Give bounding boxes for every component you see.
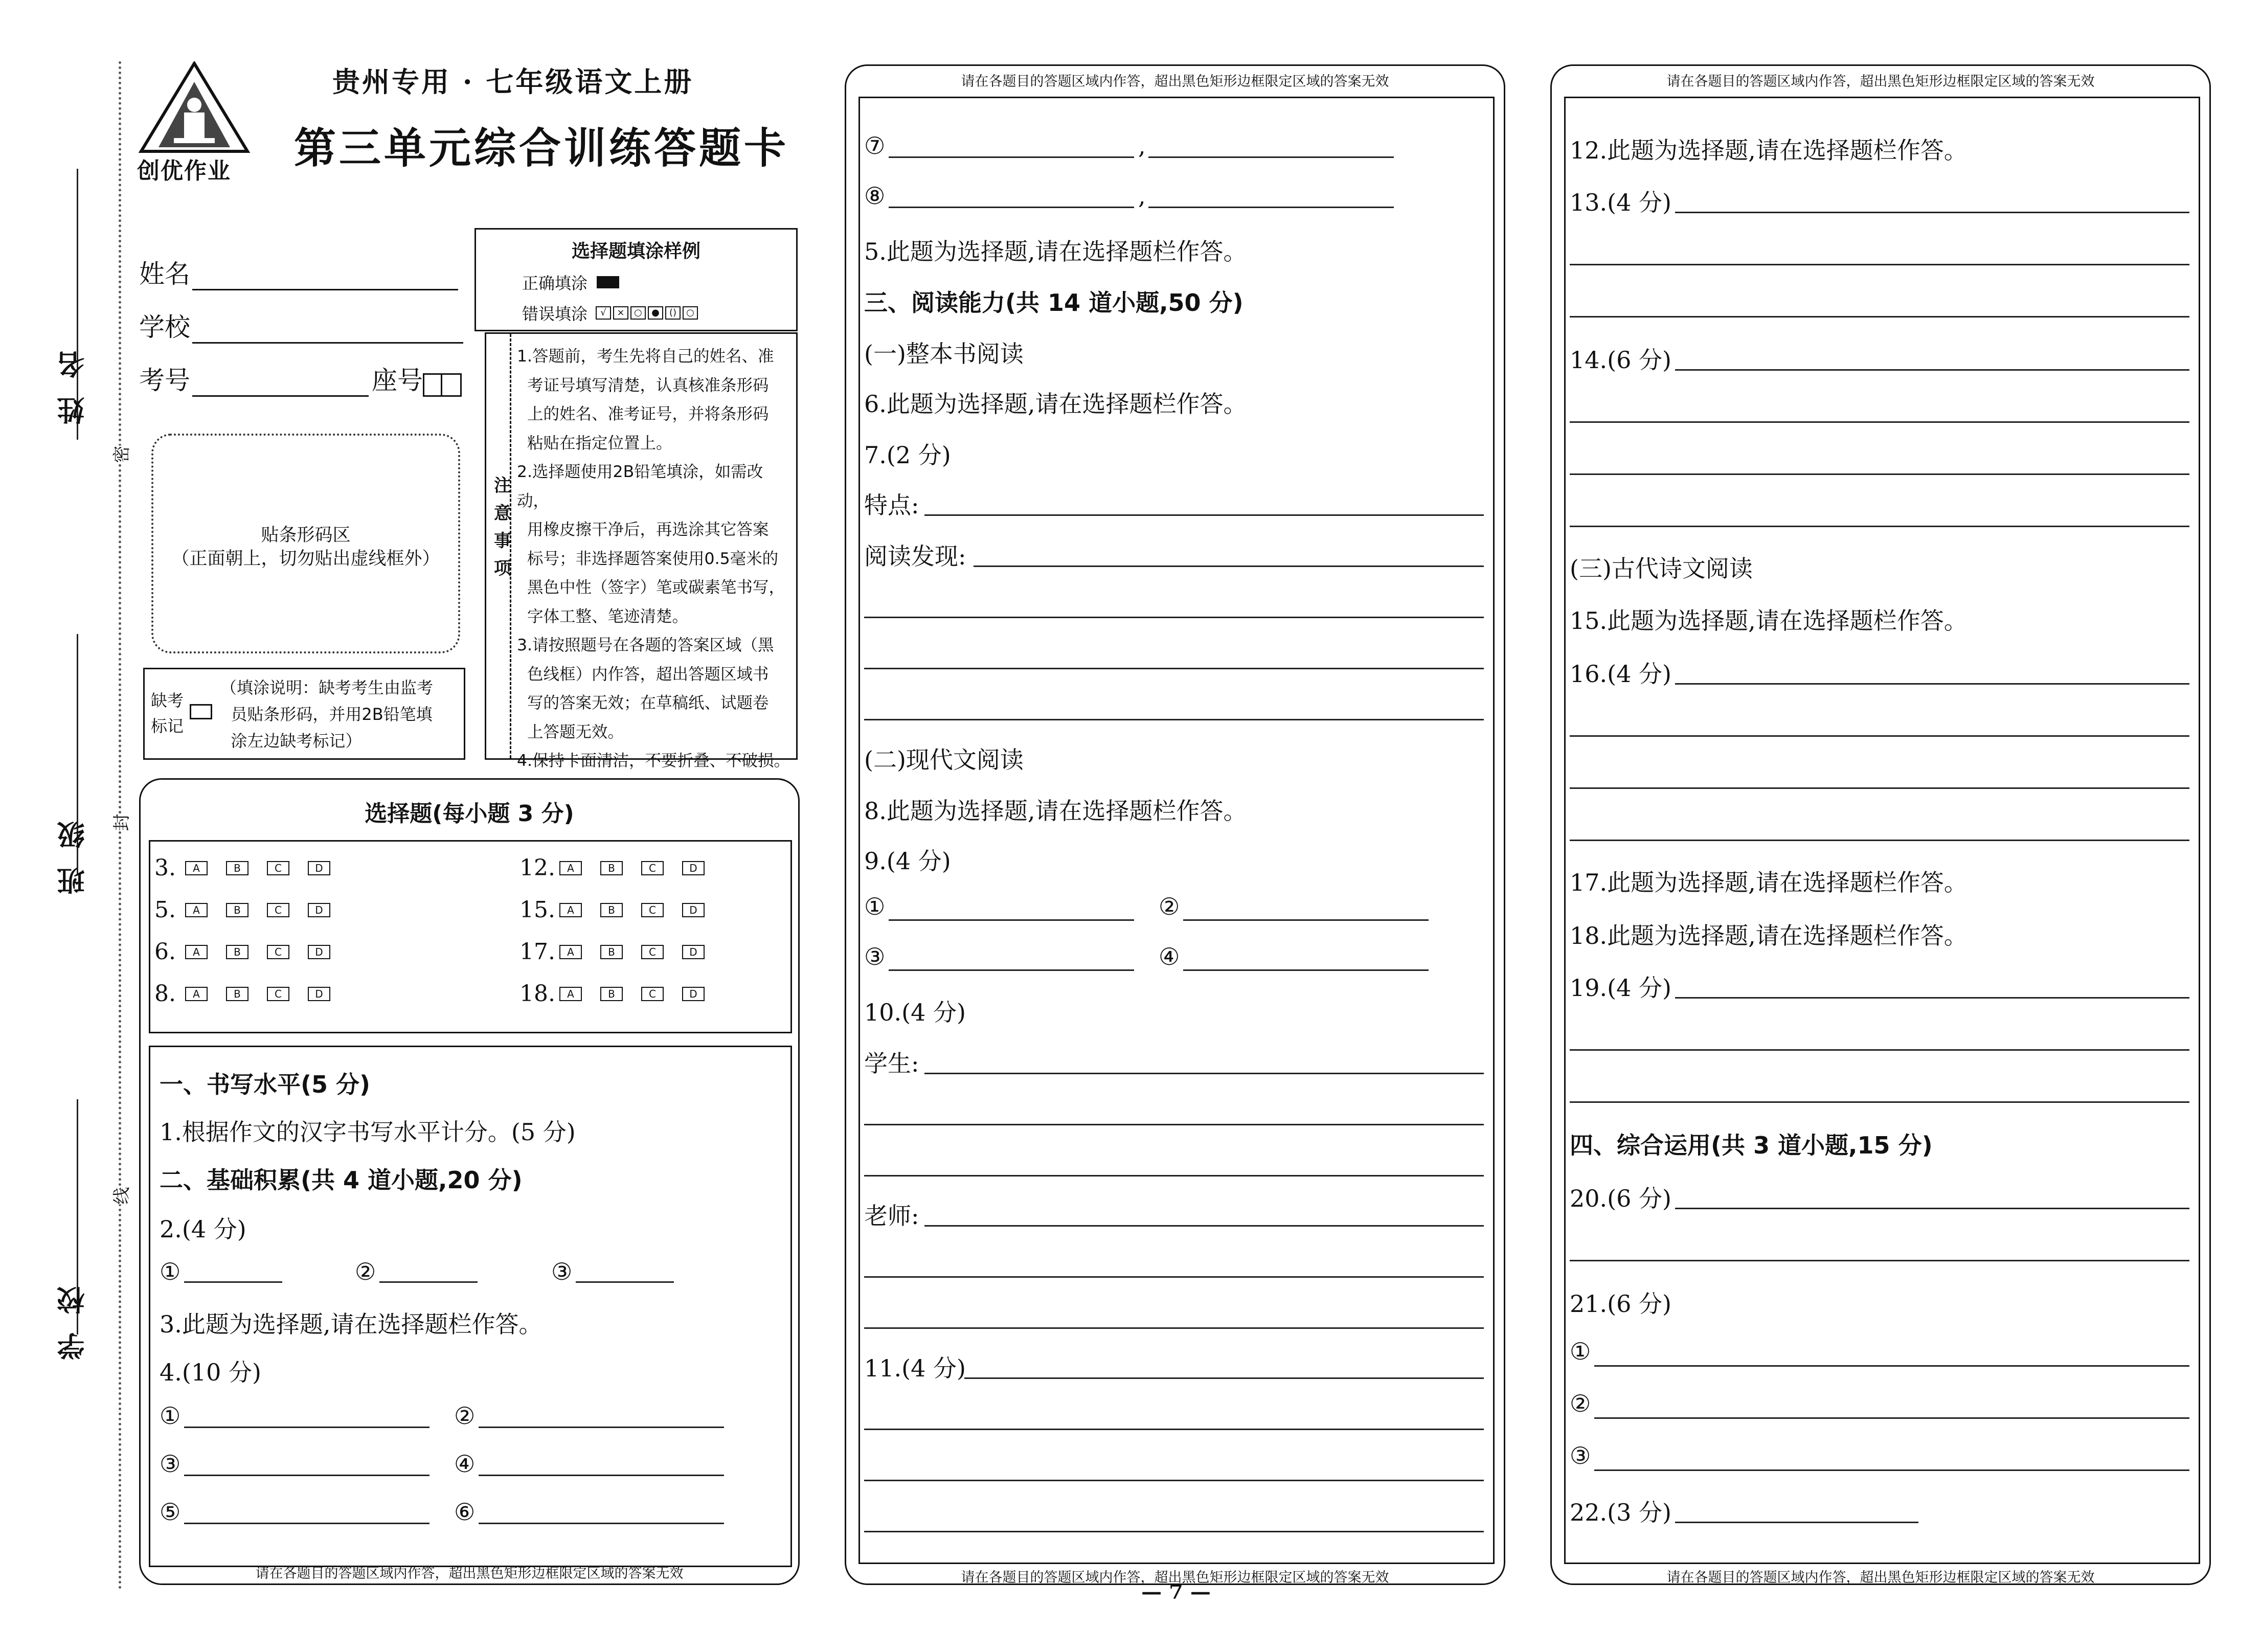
mc-option-bubble[interactable]: A <box>559 945 582 959</box>
question-14: 14.(6 分) <box>1570 346 1671 374</box>
logo-text: 创优作业 <box>137 158 231 184</box>
mc-option-bubble[interactable]: D <box>682 903 705 917</box>
question-17: 17.此题为选择题,请在选择题栏作答。 <box>1570 869 1968 896</box>
wrong-mark-paren-icon: () <box>665 306 681 320</box>
page-number: — 7 — <box>1141 1580 1211 1604</box>
school-label: 学校 <box>139 312 190 342</box>
q11-line[interactable] <box>964 1377 1484 1379</box>
q11-line[interactable] <box>864 1531 1484 1532</box>
filled-mark-icon <box>597 276 619 288</box>
wrong-fill-label: 错误填涂 <box>522 304 588 324</box>
fill-example-title: 选择题填涂样例 <box>571 241 700 262</box>
q2-item-3: ③ <box>551 1258 573 1285</box>
question-12: 12.此题为选择题,请在选择题栏作答。 <box>1570 137 1968 164</box>
question-1: 1.根据作文的汉字书写水平计分。(5 分) <box>160 1118 576 1146</box>
question-18: 18.此题为选择题,请在选择题栏作答。 <box>1570 922 1968 949</box>
mc-option-bubble[interactable]: B <box>600 903 623 917</box>
q4-item-3: ③ <box>160 1450 181 1478</box>
question-10: 10.(4 分) <box>864 999 966 1026</box>
page-title: 第三单元综合训练答题卡 <box>294 124 789 173</box>
mc-option-bubble[interactable]: B <box>226 903 248 917</box>
q19-line[interactable] <box>1570 1049 2189 1051</box>
mc-option-bubble[interactable]: D <box>308 903 330 917</box>
mc-option-bubble[interactable]: C <box>641 903 664 917</box>
fill-example-box <box>474 228 798 331</box>
q21-blank-3[interactable] <box>1594 1469 2189 1471</box>
mc-option-bubble[interactable]: C <box>267 987 289 1001</box>
q7-line[interactable] <box>864 617 1484 618</box>
mc-question-number: 3. <box>154 855 176 881</box>
question-11: 11.(4 分) <box>864 1354 966 1382</box>
mc-question-number: 18. <box>519 981 555 1007</box>
q21-item-1: ① <box>1570 1338 1591 1365</box>
q7-discovery-line[interactable] <box>974 565 1484 567</box>
q10-line[interactable] <box>864 1327 1484 1329</box>
mc-option-bubble[interactable]: C <box>267 945 289 959</box>
q9-blank-3[interactable] <box>889 969 1134 971</box>
q10-line[interactable] <box>864 1124 1484 1125</box>
q9-item-3: ③ <box>864 943 886 970</box>
mc-option-bubble[interactable]: D <box>682 987 705 1001</box>
q10-student-label: 学生: <box>864 1050 919 1077</box>
q14-line[interactable] <box>1570 473 2189 475</box>
q21-blank-1[interactable] <box>1594 1365 2189 1367</box>
wrong-mark-circle-icon: ○ <box>630 306 646 320</box>
question-13: 13.(4 分) <box>1570 189 1671 216</box>
mc-option-bubble[interactable]: A <box>185 987 208 1001</box>
mc-question-row <box>145 981 349 1007</box>
q16-line[interactable] <box>1570 840 2189 841</box>
mc-option-bubble[interactable]: B <box>600 861 623 875</box>
panel-note: 请在各题目的答题区域内作答，超出黑色矩形边框限定区域的答案无效 <box>255 1566 684 1581</box>
q4-item-5: ⑤ <box>160 1498 181 1526</box>
correct-fill-row <box>522 270 619 294</box>
mc-option-bubble[interactable]: A <box>559 903 582 917</box>
notes-label-char: 注 <box>494 476 511 496</box>
q4-item-7: ⑦ <box>864 132 886 160</box>
q4-blank-5[interactable] <box>184 1523 429 1524</box>
q7-feature-line[interactable] <box>924 514 1484 516</box>
mc-option-bubble[interactable]: D <box>308 987 330 1001</box>
mc-question-row <box>519 939 723 965</box>
mc-option-bubble[interactable]: C <box>641 987 664 1001</box>
margin-label-name: 姓名 <box>57 332 89 424</box>
q20-line[interactable] <box>1570 1260 2189 1261</box>
q9-item-1: ① <box>864 893 886 920</box>
mc-option-bubble[interactable]: A <box>559 861 582 875</box>
mc-option-bubble[interactable]: D <box>308 861 330 875</box>
answer-panel-3 <box>1550 64 2211 1585</box>
q4-blank-7[interactable] <box>889 156 1134 158</box>
q7-discovery-label: 阅读发现: <box>864 542 966 570</box>
school-input-line[interactable] <box>192 318 463 344</box>
absent-label <box>151 688 184 739</box>
q4-item-2: ② <box>454 1402 476 1430</box>
q10-line[interactable] <box>864 1175 1484 1176</box>
wrong-mark-check-icon: √ <box>596 306 611 320</box>
question-3: 3.此题为选择题,请在选择题栏作答。 <box>160 1310 542 1338</box>
subsection-2: (二)现代文阅读 <box>864 746 1024 774</box>
q4-blank-3[interactable] <box>184 1475 429 1476</box>
q4-blank-8b[interactable] <box>1148 207 1394 208</box>
seat-box[interactable] <box>442 373 462 397</box>
subsection-1: (一)整本书阅读 <box>864 340 1024 368</box>
mc-option-bubble[interactable]: B <box>226 987 248 1001</box>
mc-option-bubble[interactable]: A <box>185 945 208 959</box>
section-3-title: 三、阅读能力(共 14 道小题,50 分) <box>864 289 1243 316</box>
q16-line[interactable] <box>1570 735 2189 737</box>
school-field[interactable] <box>139 307 463 344</box>
section-1-title: 一、书写水平(5 分) <box>160 1071 371 1098</box>
section-4-title: 四、综合运用(共 3 道小题,15 分) <box>1570 1131 1933 1159</box>
notes-text: 1.答题前，考生先将自己的姓名、准 考证号填写清楚，认真核准条形码 上的姓名、准考证号，并将条形码 粘贴在指定位置上。 2.选择题使用2B铅笔填涂，如需改动， 用橡皮擦干净后，再选涂其它答案 标号；非选择题答案使用0.5毫米的 黑色中性（签字）笔或碳素笔书写， 字体工整、笔迹清楚。 3.请按照题号在各题的答案区域（黑 色线框）内作答，超出答题区域书 写的答案无效；在草稿纸、试题卷 上答题无效。 4.保持卡面清洁，不要折叠、不破损。 <box>517 347 790 770</box>
q4-blank-8[interactable] <box>889 207 1134 208</box>
mc-option-bubble[interactable]: C <box>641 945 664 959</box>
q19-line[interactable] <box>1675 997 2189 999</box>
panel-note: 请在各题目的答题区域内作答，超出黑色矩形边框限定区域的答案无效 <box>961 74 1389 89</box>
mc-question-row <box>145 855 349 881</box>
question-22: 22.(3 分) <box>1570 1499 1671 1526</box>
correct-fill-label: 正确填涂 <box>522 274 588 293</box>
exam-no-input-line[interactable] <box>192 371 369 397</box>
q21-blank-2[interactable] <box>1594 1417 2189 1419</box>
mc-option-bubble[interactable]: B <box>600 945 623 959</box>
mc-option-bubble[interactable]: B <box>600 987 623 1001</box>
mc-option-bubble[interactable]: C <box>641 861 664 875</box>
notes-box <box>485 332 798 770</box>
absent-instructions: （填涂说明：缺考考生由监考 员贴条形码，并用2B铅笔填 涂左边缺考标记） <box>220 678 434 751</box>
question-19: 19.(4 分) <box>1570 974 1671 1002</box>
q2-item-2: ② <box>355 1258 376 1285</box>
notes-label <box>493 472 512 582</box>
q2-blank-2[interactable] <box>379 1281 478 1283</box>
notes-label-char: 事 <box>494 531 511 551</box>
q20-line[interactable] <box>1675 1208 2189 1209</box>
q16-line[interactable] <box>1675 683 2189 685</box>
question-4: 4.(10 分) <box>160 1359 261 1386</box>
q14-line[interactable] <box>1675 369 2189 371</box>
logo <box>138 61 251 184</box>
q7-line[interactable] <box>864 668 1484 669</box>
seal-char-xian: 线 <box>106 1187 135 1205</box>
mc-option-bubble[interactable]: C <box>267 903 289 917</box>
name-label: 姓名 <box>139 259 190 289</box>
mc-option-bubble[interactable]: B <box>226 945 248 959</box>
notes-label-char: 项 <box>494 558 511 579</box>
margin-label-class: 班级 <box>57 803 89 895</box>
q2-blank-3[interactable] <box>576 1281 674 1283</box>
wrong-fill-row <box>522 301 698 325</box>
q2-item-1: ① <box>160 1258 181 1285</box>
q21-item-3: ③ <box>1570 1442 1591 1469</box>
mc-question-row <box>519 981 723 1007</box>
q4-blank-6[interactable] <box>479 1523 724 1524</box>
q4-blank-7b[interactable] <box>1148 156 1394 158</box>
q2-blank-1[interactable] <box>184 1281 282 1283</box>
question-9: 9.(4 分) <box>864 847 951 875</box>
q10-student-line[interactable] <box>924 1073 1484 1074</box>
mc-option-bubble[interactable]: D <box>308 945 330 959</box>
q13-line[interactable] <box>1675 212 2189 213</box>
q21-item-2: ② <box>1570 1390 1591 1417</box>
q4-item-1: ① <box>160 1402 181 1430</box>
mc-title: 选择题(每小题 3 分) <box>365 801 574 827</box>
comma: , <box>1138 182 1146 210</box>
seal-char-mi: 密 <box>106 446 135 463</box>
subsection-3: (三)古代诗文阅读 <box>1570 555 1753 582</box>
margin-label-school: 学校 <box>57 1268 89 1360</box>
q11-line[interactable] <box>864 1480 1484 1481</box>
question-16: 16.(4 分) <box>1570 660 1671 688</box>
q4-blank-1[interactable] <box>184 1427 429 1428</box>
mc-question-number: 5. <box>154 897 176 923</box>
panel-note: 请在各题目的答题区域内作答，超出黑色矩形边框限定区域的答案无效 <box>961 1570 1389 1586</box>
q9-blank-1[interactable] <box>889 919 1134 921</box>
q19-line[interactable] <box>1570 1101 2189 1103</box>
mc-question-row <box>519 897 723 923</box>
q4-item-6: ⑥ <box>454 1498 476 1526</box>
absent-box <box>143 668 465 760</box>
question-8: 8.此题为选择题,请在选择题栏作答。 <box>864 797 1247 825</box>
q9-item-2: ② <box>1159 893 1180 920</box>
name-input-line[interactable] <box>192 265 458 290</box>
wrong-mark-cross-icon: × <box>613 306 628 320</box>
question-2: 2.(4 分) <box>160 1215 246 1243</box>
mc-question-number: 12. <box>519 855 555 881</box>
absent-label-line: 缺考 <box>151 691 184 710</box>
comma: , <box>1138 132 1146 160</box>
mc-question-number: 17. <box>519 939 555 965</box>
mc-option-bubble[interactable]: A <box>185 861 208 875</box>
q4-item-8: ⑧ <box>864 182 886 210</box>
mc-question-number: 6. <box>154 939 176 965</box>
q14-line[interactable] <box>1570 421 2189 423</box>
q4-blank-4[interactable] <box>479 1475 724 1476</box>
question-6: 6.此题为选择题,请在选择题栏作答。 <box>864 390 1247 418</box>
name-field[interactable] <box>139 254 458 290</box>
mc-question-number: 15. <box>519 897 555 923</box>
section-2-title: 二、基础积累(共 4 道小题,20 分) <box>160 1166 523 1194</box>
subtitle: 贵州专用 · 七年级语文上册 <box>332 65 694 98</box>
exam-no-label: 考号 <box>139 366 190 395</box>
barcode-area <box>151 434 460 653</box>
exam-no-field[interactable] <box>139 360 462 397</box>
q11-line[interactable] <box>864 1429 1484 1430</box>
q4-blank-2[interactable] <box>479 1427 724 1428</box>
absent-mark-box[interactable] <box>190 704 212 719</box>
mc-question-row <box>519 855 723 881</box>
mc-option-bubble[interactable]: D <box>682 861 705 875</box>
seat-label: 座号 <box>372 366 423 395</box>
wrong-mark-dot-icon: ● <box>648 306 663 320</box>
question-7: 7.(2 分) <box>864 441 951 469</box>
mc-question-row <box>145 897 349 923</box>
q13-line[interactable] <box>1570 264 2189 265</box>
question-15: 15.此题为选择题,请在选择题栏作答。 <box>1570 607 1968 635</box>
q10-line[interactable] <box>864 1276 1484 1278</box>
mc-question-number: 8. <box>154 981 176 1007</box>
wrong-mark-oval-icon: ○ <box>683 306 698 320</box>
question-20: 20.(6 分) <box>1570 1185 1671 1212</box>
panel-note: 请在各题目的答题区域内作答，超出黑色矩形边框限定区域的答案无效 <box>1666 74 2095 89</box>
mc-option-bubble[interactable]: A <box>559 987 582 1001</box>
q9-blank-4[interactable] <box>1183 969 1429 971</box>
q7-feature-label: 特点: <box>864 491 919 519</box>
absent-label-line: 标记 <box>151 716 184 736</box>
mc-question-row <box>145 939 349 965</box>
q10-teacher-line[interactable] <box>924 1225 1484 1227</box>
logo-triangle-icon <box>138 61 251 153</box>
mc-option-bubble[interactable]: D <box>682 945 705 959</box>
seal-char-feng: 封 <box>106 814 135 831</box>
mc-option-bubble[interactable]: C <box>267 861 289 875</box>
q7-line[interactable] <box>864 719 1484 720</box>
notes-label-char: 意 <box>494 503 511 524</box>
q13-line[interactable] <box>1570 316 2189 318</box>
q10-teacher-label: 老师: <box>864 1202 919 1230</box>
q9-blank-2[interactable] <box>1183 919 1429 921</box>
seat-box[interactable] <box>423 373 442 397</box>
q4-item-4: ④ <box>454 1450 476 1478</box>
barcode-hint: （正面朝上，切勿贴出虚线框外） <box>171 549 440 569</box>
q22-line[interactable] <box>1675 1522 1918 1523</box>
q14-line[interactable] <box>1570 526 2189 527</box>
barcode-label: 贴条形码区 <box>261 525 351 546</box>
question-5: 5.此题为选择题,请在选择题栏作答。 <box>864 238 1247 265</box>
mc-option-bubble[interactable]: B <box>226 861 248 875</box>
panel-note: 请在各题目的答题区域内作答，超出黑色矩形边框限定区域的答案无效 <box>1666 1570 2095 1586</box>
q16-line[interactable] <box>1570 787 2189 789</box>
q9-item-4: ④ <box>1159 943 1180 970</box>
question-21: 21.(6 分) <box>1570 1290 1671 1318</box>
mc-option-bubble[interactable]: A <box>185 903 208 917</box>
